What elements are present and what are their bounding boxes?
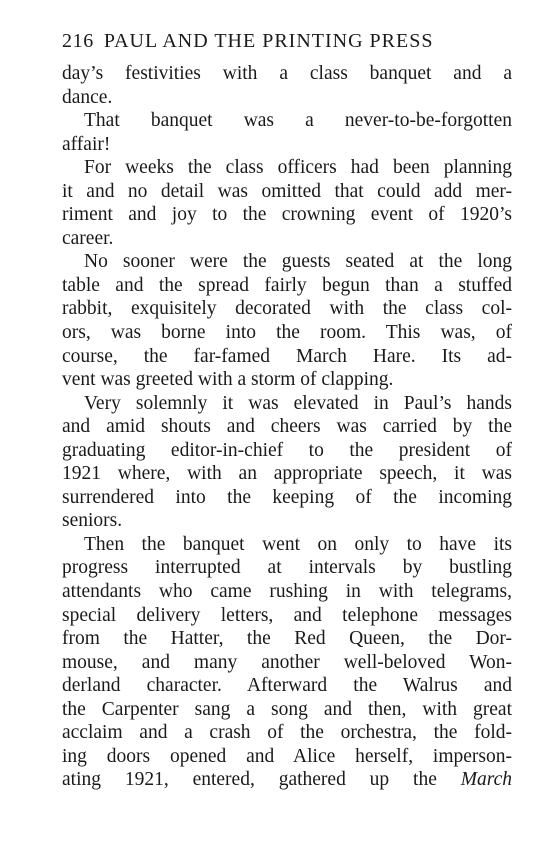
- text-line: riment and joy to the crowning event of 1920’s: [62, 204, 512, 226]
- text-line: day’s festivities with a class banquet and a: [62, 63, 512, 84]
- text-line: affair!: [62, 133, 111, 155]
- body-text: [62, 62, 512, 792]
- text-line: the Carpenter sang a song and then, with great: [62, 698, 512, 720]
- text-line: from the Hatter, the Red Queen, the Dor-: [62, 628, 512, 650]
- text-line: graduating editor-in-chief to the president of: [62, 439, 512, 461]
- paragraph-start: Very solemnly it was elevated in Paul’s hands: [84, 392, 512, 414]
- text-line: table and the spread fairly begun than a stuffed: [62, 274, 512, 296]
- text-line: progress interrupted at intervals by bustling: [62, 557, 512, 579]
- running-title: PAUL AND THE PRINTING PRESS: [103, 30, 434, 52]
- paragraph-start: That banquet was a never-to-be-forgotten: [84, 110, 512, 132]
- paragraph-start: For weeks the class officers had been planning: [84, 157, 512, 179]
- paragraph-start: No sooner were the guests seated at the long: [84, 251, 512, 273]
- text-line: derland character. Afterward the Walrus and: [62, 675, 512, 697]
- text-line: vent was greeted with a storm of clapping.: [62, 369, 394, 391]
- text-line: ing doors opened and Alice herself, imperson-: [62, 745, 512, 767]
- text-line: seniors.: [62, 510, 123, 532]
- text-line: and amid shouts and cheers was carried by the: [62, 416, 512, 438]
- text-line: 1921 where, with an appropriate speech, it was: [62, 463, 512, 485]
- final-line: [62, 768, 512, 792]
- book-page: [62, 30, 512, 792]
- page-number: 216: [62, 30, 94, 52]
- text-line: attendants who came rushing in with telegrams,: [62, 581, 512, 603]
- text-line: special delivery letters, and telephone messages: [62, 604, 512, 626]
- text-line: career.: [62, 227, 114, 249]
- running-head: [62, 30, 512, 62]
- text-line: mouse, and many another well-beloved Won-: [62, 651, 512, 673]
- text-line: course, the far-famed March Hare. Its ad-: [62, 345, 512, 367]
- text-line: surrendered into the keeping of the incoming: [62, 486, 512, 508]
- text-line: rabbit, exquisitely decorated with the class col-: [62, 298, 512, 320]
- final-line-text: ating 1921, entered, gathered up the: [62, 769, 437, 791]
- paragraph-start: Then the banquet went on only to have its: [84, 533, 512, 555]
- text-line: dance.: [62, 86, 113, 108]
- text-line: acclaim and a crash of the orchestra, the fold-: [62, 722, 512, 744]
- text-line: ors, was borne into the room. This was, of: [62, 322, 512, 344]
- catchword: March: [460, 769, 512, 791]
- text-line: it and no detail was omitted that could add mer-: [62, 180, 512, 202]
